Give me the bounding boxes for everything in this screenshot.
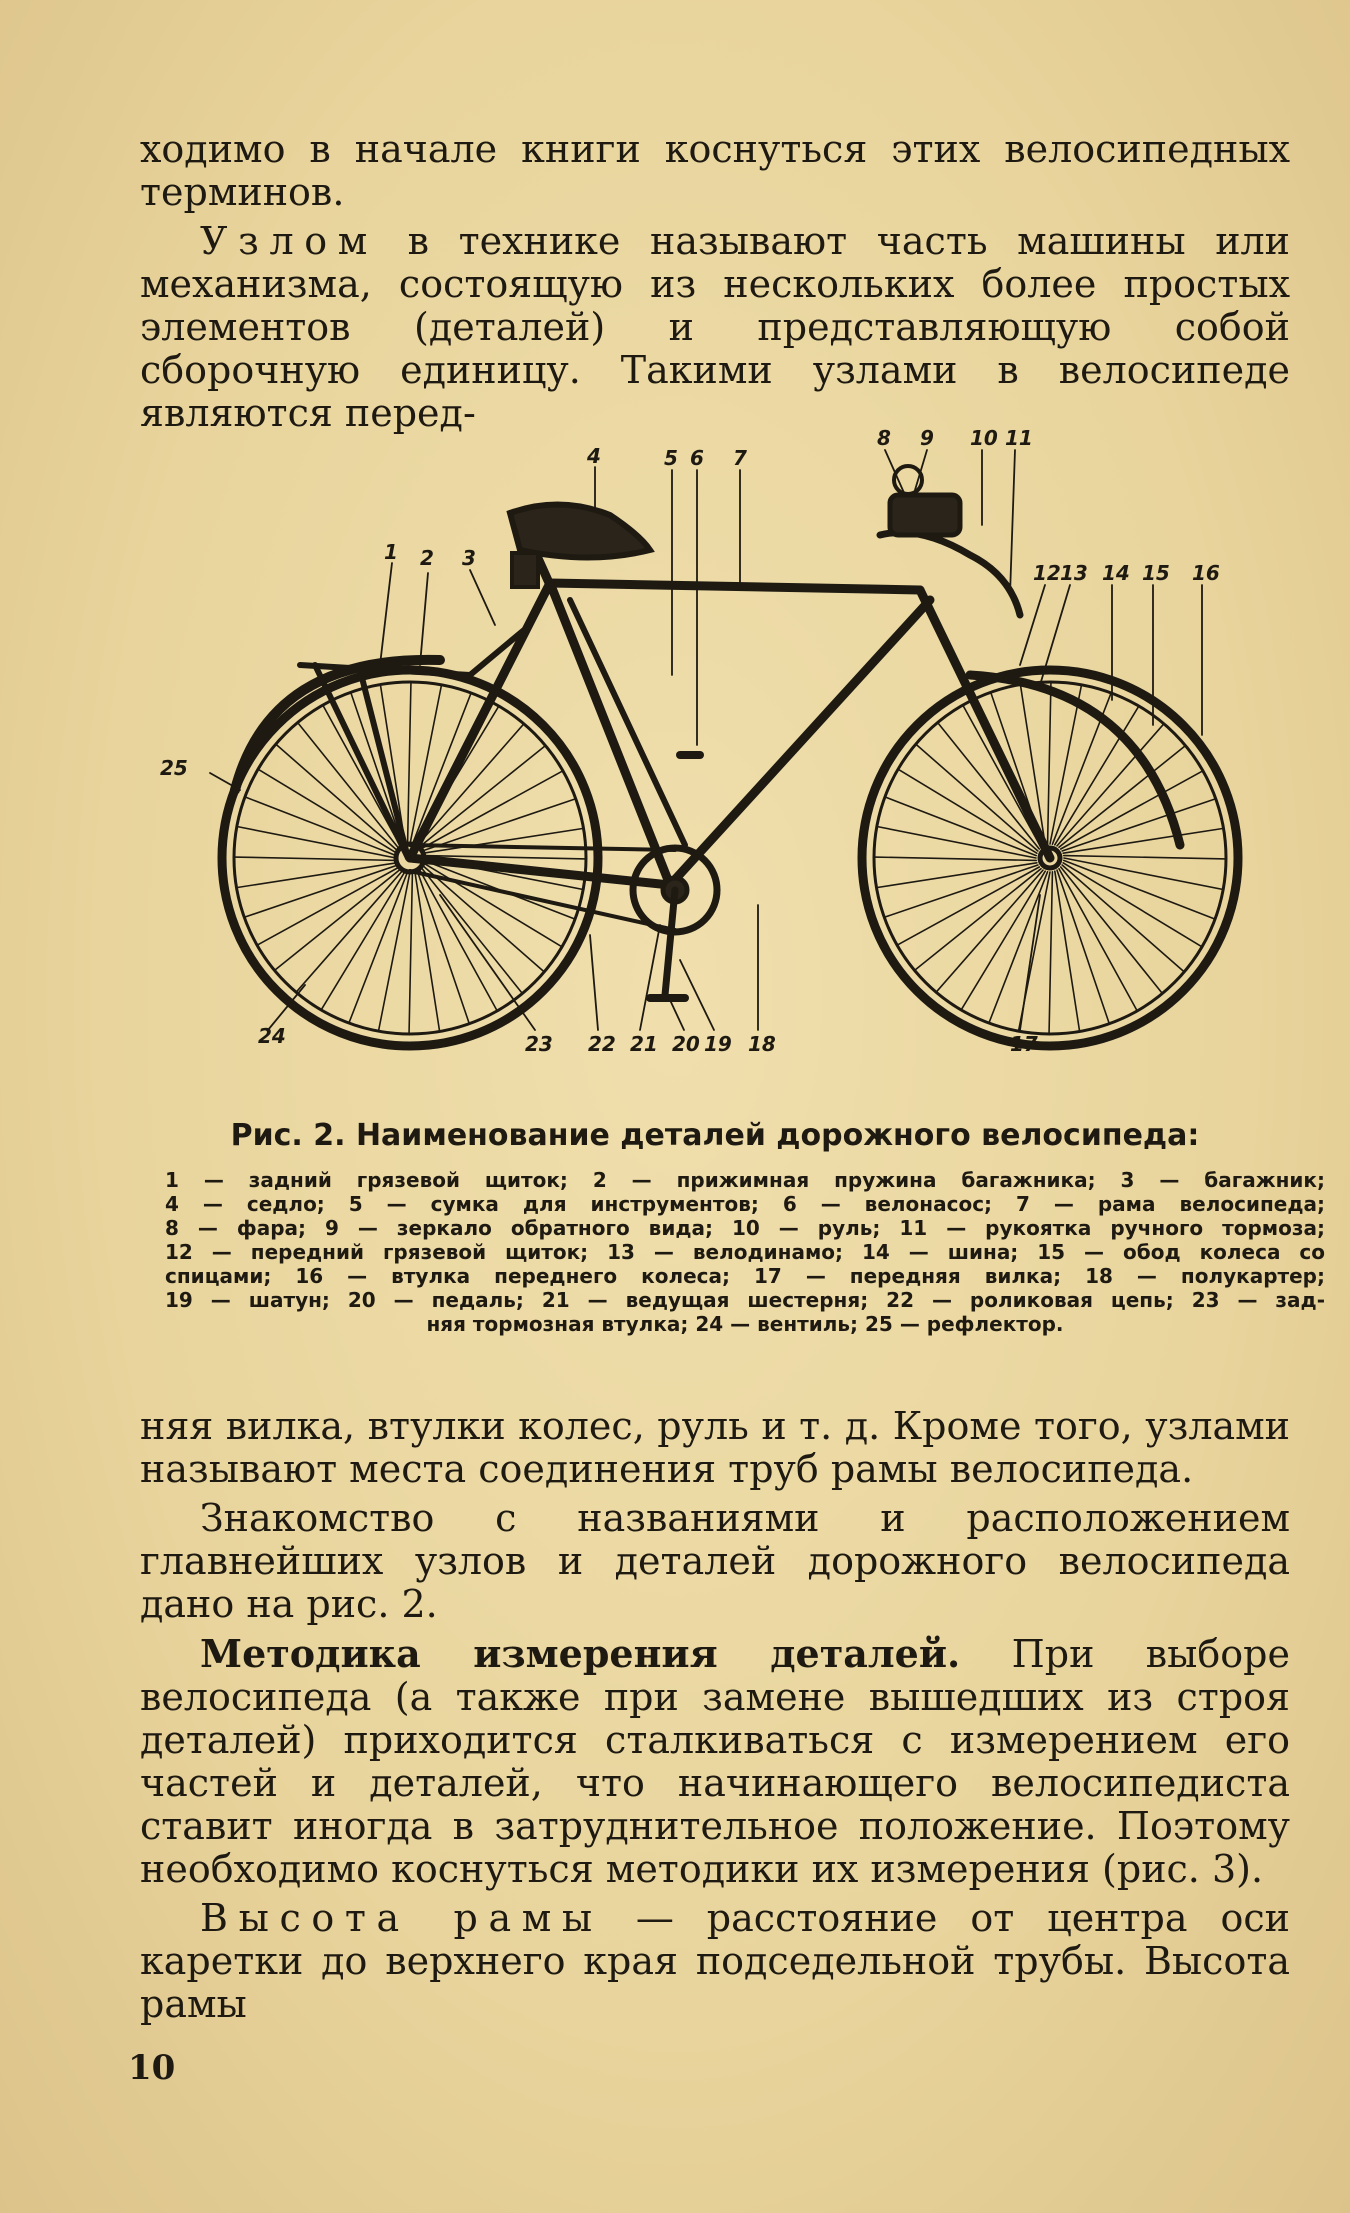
handlebar [880, 533, 1020, 616]
spoke [1055, 871, 1080, 1031]
spoke [415, 871, 440, 1031]
figure-numbers [160, 426, 1220, 1056]
label-5: 5 [664, 446, 678, 470]
top-text [140, 128, 1290, 441]
legend-line: спицами; 16 — втулка переднего колеса; 17 — передняя вилка; 18 — полукартер; [165, 1264, 1325, 1288]
label-24: 24 [258, 1024, 286, 1048]
label-15: 15 [1142, 561, 1170, 585]
label-18: 18 [748, 1032, 776, 1056]
legend-line: 4 — седло; 5 — сумка для инструментов; 6 — велонасос; 7 — рама велосипеда; [165, 1192, 1325, 1216]
spoke [874, 857, 1036, 860]
label-22: 22 [588, 1032, 616, 1056]
spoke [1064, 860, 1215, 919]
label-19: 19 [704, 1032, 732, 1056]
label-12: 12 [1033, 561, 1061, 585]
figure-caption-title: Рис. 2. Наименование деталей дорожного велосипеда: [230, 1118, 1200, 1153]
spoke [936, 870, 1043, 992]
paragraph-uzel-text: в технике называют часть машины или механизма, состоящую из нескольких более простых элементов (деталей) и представляющую собой сборочную единицу. Такими узлами в велосипеде являются перед- [140, 219, 1290, 435]
label-8: 8 [877, 426, 891, 450]
bicycle-figure [140, 425, 1320, 1075]
label-25: 25 [160, 756, 188, 780]
label-16: 16 [1192, 561, 1220, 585]
legend-line: 1 — задний грязевой щиток; 2 — прижимная пружина багажника; 3 — багажник; [165, 1168, 1325, 1192]
spoke [258, 769, 397, 853]
leader-lines [210, 450, 1202, 1030]
crank-arm [665, 890, 675, 995]
label-23: 23 [525, 1032, 553, 1056]
term-uzel: Узлом [200, 219, 378, 263]
spoke [1048, 682, 1051, 844]
tool-bag [512, 553, 538, 587]
spoke [237, 863, 397, 888]
paragraph-frame-height-text: — расстояние от центра оси каретки до верхнего края подседельной трубы. Высота рамы [140, 1896, 1290, 2026]
label-13: 13 [1060, 561, 1088, 585]
paragraph-continuation: ходимо в начале книги коснуться этих велосипедных терминов. [140, 127, 1290, 214]
label-10: 10 [970, 426, 998, 450]
label-2: 2 [420, 546, 434, 570]
bottom-text [140, 1405, 1290, 2032]
spoke [1062, 865, 1184, 972]
label-17: 17 [1010, 1032, 1038, 1056]
spoke [378, 872, 410, 1031]
paragraph-acquaintance: Знакомство с названиями и расположением главнейших узлов и деталей дорожного велосипеда дано на рис. 2. [140, 1496, 1290, 1626]
spoke [412, 693, 471, 844]
label-11: 11 [1005, 426, 1033, 450]
paragraph-continuation-2: няя вилка, втулки колес, руль и т. д. Кроме того, узлами называют места соединения труб рамы велосипеда. [140, 1404, 1290, 1491]
spoke [409, 872, 412, 1034]
spoke [1055, 706, 1139, 845]
legend-line: няя тормозная втулка; 24 — вентиль; 25 — рефлектор. [426, 1312, 1064, 1336]
spoke [1061, 867, 1163, 993]
spoke [321, 871, 405, 1010]
label-6: 6 [690, 446, 704, 470]
spoke [1049, 872, 1052, 1034]
spoke [1050, 685, 1082, 844]
headlight [890, 495, 960, 535]
label-14: 14 [1102, 561, 1130, 585]
spoke [1063, 828, 1223, 853]
spoke [1063, 863, 1202, 947]
spoke [877, 863, 1037, 888]
spoke [1064, 858, 1223, 890]
paragraph-frame-height [140, 1897, 1290, 2026]
paragraph-method-text: При выборе велосипеда (а также при замене вышедших из строя деталей) приходится сталкиваться с измерением его частей и деталей, что начинающего велосипедиста ставит иногда в затруднительное положение. Поэтому необходимо коснуться методики их измерения (рис. 3). [140, 1632, 1290, 1891]
page-number: 10 [128, 2048, 176, 2088]
legend-line: 19 — шатун; 20 — педаль; 21 — ведущая шестерня; 22 — роликовая цепь; 23 — зад- [165, 1288, 1325, 1312]
saddle [510, 504, 650, 557]
term-frame-height: Высота рамы [200, 1896, 603, 1940]
bicycle-frame [410, 545, 1050, 885]
spoke [245, 797, 396, 856]
legend-line: 12 — передний грязевой щиток; 13 — велодинамо; 14 — шина; 15 — обод колеса со [165, 1240, 1325, 1264]
label-1: 1 [384, 540, 398, 564]
label-4: 4 [587, 444, 601, 468]
spoke [1064, 856, 1226, 859]
label-9: 9 [920, 426, 934, 450]
label-20: 20 [672, 1032, 700, 1056]
section-heading-method: Методика измерения деталей. [200, 1631, 961, 1676]
spoke [877, 826, 1036, 858]
spoke [296, 870, 403, 992]
spoke [885, 797, 1036, 856]
label-3: 3 [462, 546, 476, 570]
spoke [275, 869, 401, 971]
paragraph-method [140, 1632, 1290, 1891]
spoke [1057, 724, 1164, 846]
spoke [298, 723, 400, 849]
label-7: 7 [733, 446, 747, 470]
spoke [234, 857, 396, 860]
spoke [915, 869, 1041, 971]
spoke [938, 723, 1040, 849]
spoke [408, 682, 411, 844]
label-21: 21 [630, 1032, 658, 1056]
spoke [349, 872, 408, 1023]
spoke [237, 826, 396, 858]
spoke [989, 872, 1048, 1023]
legend-line: 8 — фара; 9 — зеркало обратного вида; 10 — руль; 11 — рукоятка ручного тормоза; [165, 1216, 1325, 1240]
figure-legend [165, 1168, 1325, 1336]
paragraph-uzel [140, 220, 1290, 435]
